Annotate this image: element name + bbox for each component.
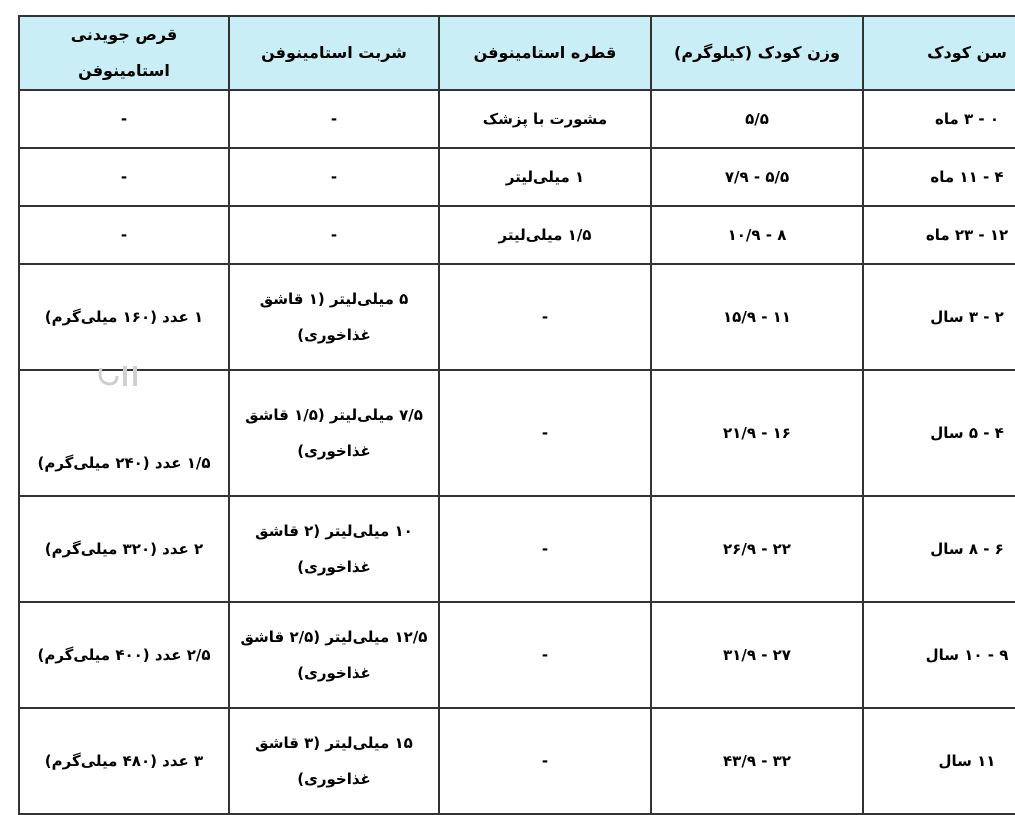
syrup-cell (229, 264, 439, 370)
syrup-text: ۱۰ میلی‌لیتر (۲ قاشق غذاخوری) (255, 522, 413, 576)
drops-cell: ۱/۵ میلی‌لیتر (439, 206, 651, 264)
tablet-cell: ۳ عدد (۴۸۰ میلی‌گرم) (19, 708, 229, 814)
weight-cell: ۸ - ۱۰/۹ (651, 206, 863, 264)
syrup-cell (229, 496, 439, 602)
tablet-cell: ۲ عدد (۳۲۰ میلی‌گرم) (19, 496, 229, 602)
table-row (19, 264, 1015, 370)
age-cell: ۱۲ - ۲۳ ماه (863, 206, 1015, 264)
syrup-text: ۱۵ میلی‌لیتر (۳ قاشق غذاخوری) (255, 734, 413, 788)
syrup-text: ۷/۵ میلی‌لیتر (۱/۵ قاشق غذاخوری) (245, 406, 423, 460)
table-row (19, 90, 1015, 148)
syrup-cell (229, 708, 439, 814)
syrup-cell: - (229, 206, 439, 264)
table-row (19, 602, 1015, 708)
drops-cell: مشورت با پزشک (439, 90, 651, 148)
weight-cell: ۲۷ - ۳۱/۹ (651, 602, 863, 708)
table-row (19, 370, 1015, 496)
weight-cell: ۳۲ - ۴۳/۹ (651, 708, 863, 814)
header-drops: قطره استامینوفن (439, 16, 651, 90)
age-cell: ۴ - ۵ سال (863, 370, 1015, 496)
weight-cell: ۲۲ - ۲۶/۹ (651, 496, 863, 602)
syrup-cell (229, 602, 439, 708)
drops-cell: - (439, 708, 651, 814)
syrup-text: ۵ میلی‌لیتر (۱ قاشق غذاخوری) (259, 290, 409, 344)
tablet-cell: - (19, 90, 229, 148)
drops-cell: - (439, 264, 651, 370)
tablet-cell: ۲/۵ عدد (۴۰۰ میلی‌گرم) (19, 602, 229, 708)
tablet-cell: - (19, 148, 229, 206)
drops-cell: ۱ میلی‌لیتر (439, 148, 651, 206)
header-child-weight: وزن کودک (کیلوگرم) (651, 16, 863, 90)
watermark-logo (95, 362, 145, 392)
table-header-row (19, 16, 1015, 90)
header-chewable-tablet: قرص جویدنی استامینوفن (19, 16, 229, 90)
drops-cell: - (439, 370, 651, 496)
syrup-cell (229, 370, 439, 496)
drops-cell: - (439, 496, 651, 602)
header-syrup: شربت استامینوفن (229, 16, 439, 90)
age-cell: ۱۱ سال (863, 708, 1015, 814)
syrup-text: ۱۲/۵ میلی‌لیتر (۲/۵ قاشق غذاخوری) (240, 628, 428, 682)
table-row (19, 708, 1015, 814)
tablet-text: ۱/۵ عدد (۲۴۰ میلی‌گرم) (37, 454, 211, 472)
table-row (19, 206, 1015, 264)
drops-cell: - (439, 602, 651, 708)
weight-cell: ۵/۵ - ۷/۹ (651, 148, 863, 206)
age-cell: ۹ - ۱۰ سال (863, 602, 1015, 708)
table-row (19, 148, 1015, 206)
syrup-cell: - (229, 90, 439, 148)
age-cell: ۲ - ۳ سال (863, 264, 1015, 370)
syrup-cell: - (229, 148, 439, 206)
header-child-age: سن کودک (863, 16, 1015, 90)
tablet-cell: ۱ عدد (۱۶۰ میلی‌گرم) (19, 264, 229, 370)
age-cell: ۶ - ۸ سال (863, 496, 1015, 602)
weight-cell: ۱۶ - ۲۱/۹ (651, 370, 863, 496)
weight-cell: ۱۱ - ۱۵/۹ (651, 264, 863, 370)
acetaminophen-dosage-table (18, 15, 1015, 815)
age-cell: ۰ - ۳ ماه (863, 90, 1015, 148)
tablet-cell: - (19, 206, 229, 264)
weight-cell: ۵/۵ (651, 90, 863, 148)
age-cell: ۴ - ۱۱ ماه (863, 148, 1015, 206)
table-row (19, 496, 1015, 602)
